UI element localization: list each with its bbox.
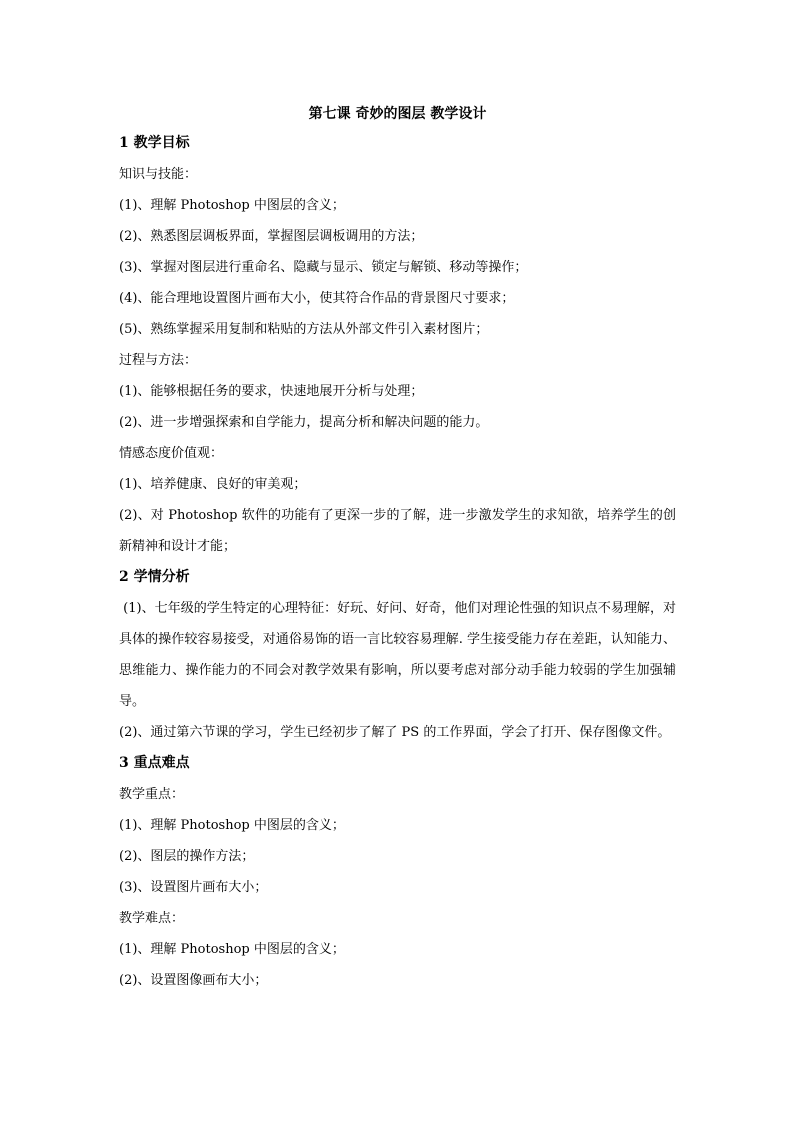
section-heading-key-points: 3 重点难点 — [119, 755, 190, 771]
group-label-knowledge: 知识与技能： — [119, 167, 198, 182]
list-item: (1)、理解 Photoshop 中图层的含义； — [119, 198, 345, 213]
paragraph: (1)、七年级的学生特定的心理特征：好玩、好问、好奇，他们对理论性强的知识点不易理解，对具体的操作较容易接受，对通俗易饰的语一言比较容易理解. 学生接受能力存在差距，认知能力、思维能力、操作能力的不同会对教学效果有影响，所以要考虑对部分动手能力较弱的学生加强辅导。 — [119, 601, 676, 709]
list-item: (4)、能合理地设置图片画布大小，使其符合作品的背景图尺寸要求； — [119, 291, 515, 306]
list-item: (2)、设置图像画布大小； — [119, 973, 268, 988]
group-label-difficulties: 教学难点： — [119, 911, 185, 926]
group-label-attitude: 情感态度价值观： — [119, 446, 224, 461]
section-heading-learner-analysis: 2 学情分析 — [119, 569, 190, 585]
group-label-key-points: 教学重点： — [119, 787, 185, 802]
list-item: (2)、对 Photoshop 软件的功能有了更深一步的了解，进一步激发学生的求知欲，培养学生的创新精神和设计才能； — [119, 508, 676, 554]
list-item: (5)、熟练掌握采用复制和粘贴的方法从外部文件引入素材图片； — [119, 322, 489, 337]
list-item: (1)、培养健康、良好的审美观； — [119, 477, 307, 492]
paragraph: (2)、通过第六节课的学习，学生已经初步了解了 PS 的工作界面，学会了打开、保存图像文件。 — [119, 725, 671, 740]
section-heading-objectives: 1 教学目标 — [119, 135, 190, 151]
group-label-process: 过程与方法： — [119, 353, 198, 368]
page-title: 第七课 奇妙的图层 教学设计 — [308, 106, 487, 122]
list-item: (2)、熟悉图层调板界面，掌握图层调板调用的方法； — [119, 229, 424, 244]
list-item: (3)、掌握对图层进行重命名、隐藏与显示、锁定与解锁、移动等操作； — [119, 260, 528, 275]
list-item: (3)、设置图片画布大小； — [119, 880, 268, 895]
list-item: (1)、理解 Photoshop 中图层的含义； — [119, 942, 345, 957]
list-item: (1)、能够根据任务的要求，快速地展开分析与处理； — [119, 384, 424, 399]
list-item: (2)、进一步增强探索和自学能力，提高分析和解决问题的能力。 — [119, 415, 489, 430]
list-item: (2)、图层的操作方法； — [119, 849, 255, 864]
document-body — [119, 100, 676, 996]
list-item: (1)、理解 Photoshop 中图层的含义； — [119, 818, 345, 833]
